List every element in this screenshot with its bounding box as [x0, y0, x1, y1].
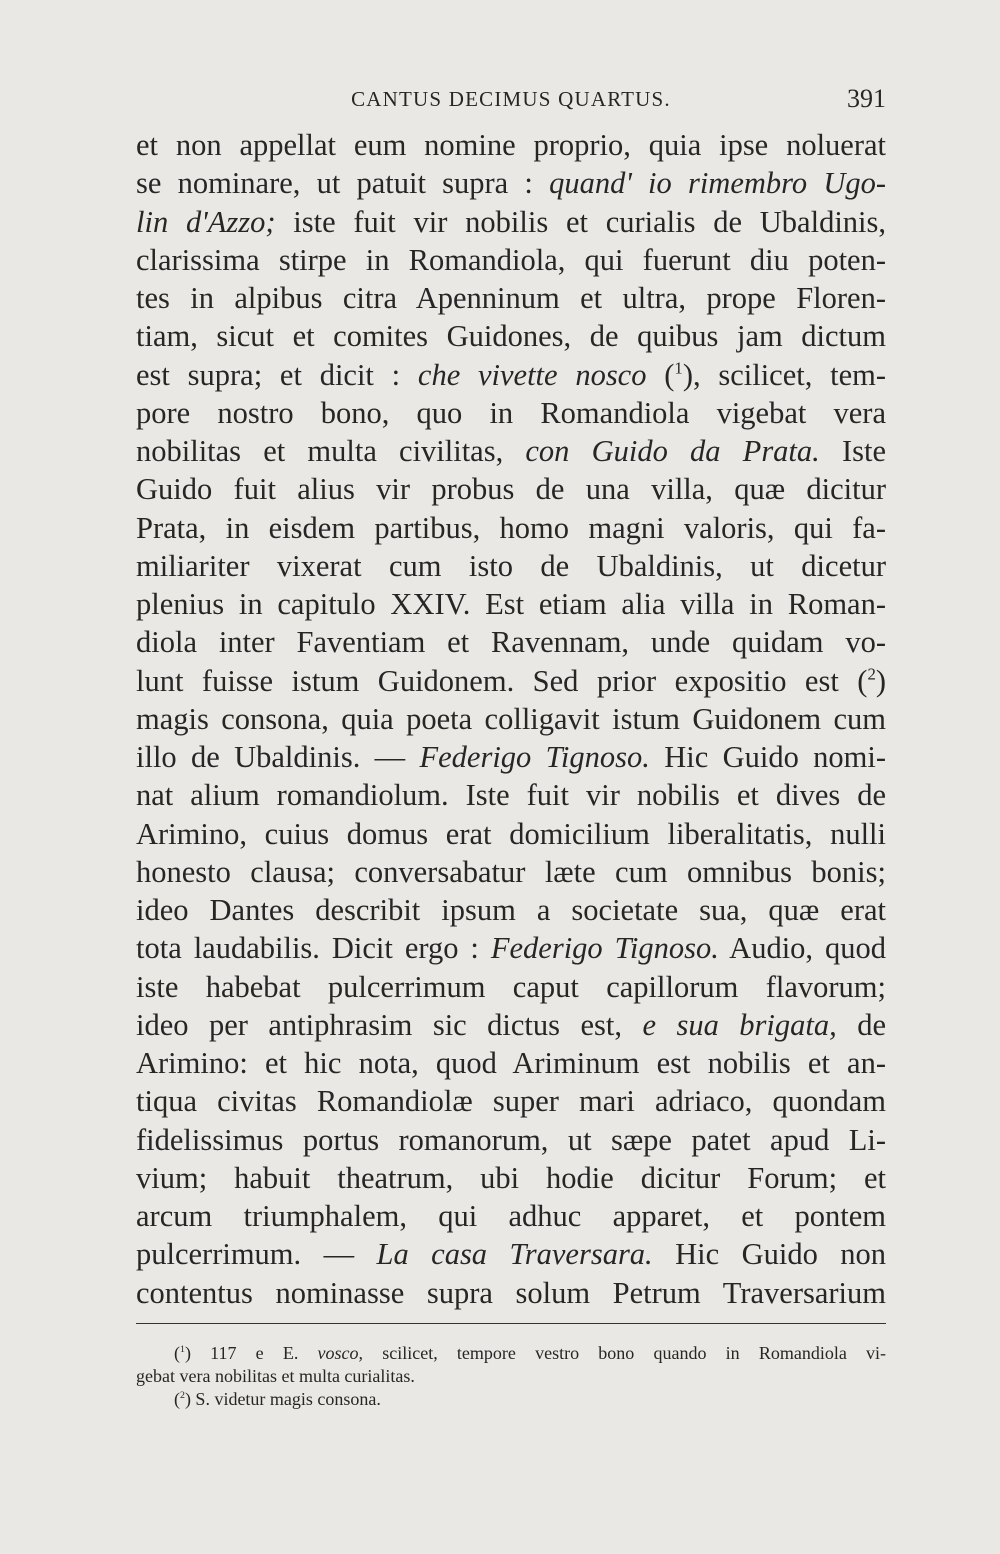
text-line	[136, 1006, 886, 1044]
footnote-marker: 1	[180, 1344, 185, 1356]
text-run: ), scilicet, tem-	[682, 357, 886, 392]
text-run: magis consona, quia poeta colligavit istum Guidonem cum	[136, 701, 886, 736]
text-run: gebat vera nobilitas et multa curialitas.	[136, 1366, 415, 1386]
text-run: contentus nominasse supra solum Petrum Traversarium	[136, 1275, 886, 1310]
text-line	[136, 356, 886, 394]
footnote-marker: 2	[180, 1390, 185, 1402]
text-line	[136, 853, 886, 891]
text-run: diola inter Faventiam et Ravennam, unde quidam vo-	[136, 625, 886, 660]
text-line	[136, 1121, 886, 1159]
text-run: (	[174, 1343, 180, 1363]
text-run: tiqua civitas Romandiolæ super mari adriaco, quondam	[136, 1084, 886, 1119]
text-line	[136, 164, 886, 202]
text-line	[136, 968, 886, 1006]
text-run: Guido fuit alius vir probus de una villa, quæ dicitur	[136, 472, 886, 507]
text-line	[136, 279, 886, 317]
text-line	[136, 317, 886, 355]
text-run: nobilitas et multa civilitas,	[136, 434, 504, 468]
text-run: Audio, quod	[729, 931, 886, 966]
text-run: et non appellat eum nomine proprio, quia ipse noluerat	[136, 128, 886, 162]
text-line	[136, 126, 886, 164]
text-run: tes in alpibus citra Apenninum et ultra, prope Floren-	[136, 281, 886, 315]
text-run: scilicet, tempore vestro bono quando in Romandiola vi-	[382, 1343, 886, 1363]
text-line	[136, 700, 886, 738]
text-run: tiam, sicut et comites Guidones, de quibus jam dictum	[136, 319, 886, 354]
running-header	[136, 84, 886, 114]
text-run: fidelissimus portus romanorum, ut sæpe patet apud Li-	[136, 1122, 886, 1157]
text-run: arcum triumphalem, qui adhuc apparet, et pontem	[136, 1199, 886, 1233]
text-line	[136, 815, 886, 853]
text-line	[136, 241, 886, 279]
text-run: illo de Ubaldinis. —	[136, 740, 406, 774]
text-run: Iste	[841, 434, 886, 468]
text-run: tota laudabilis. Dicit ergo :	[136, 931, 479, 966]
text-run: (	[174, 1389, 180, 1409]
text-line	[136, 662, 886, 700]
text-line	[136, 547, 886, 585]
text-run: )	[875, 663, 886, 698]
italic-quote: La casa Traversara.	[376, 1237, 653, 1272]
italic-quote: e sua brigata,	[642, 1007, 837, 1042]
text-run: est supra; et dicit :	[136, 357, 401, 392]
text-line	[136, 776, 886, 814]
text-line	[136, 1197, 886, 1235]
text-run: iste fuit vir nobilis et curialis de Ubaldinis,	[293, 204, 886, 239]
text-run: Arimino, cuius domus erat domicilium liberalitatis, nulli	[136, 816, 886, 851]
text-run: lunt fuisse istum Guidonem. Sed prior expositio est (	[136, 663, 868, 698]
italic-quote: lin d'Azzo;	[136, 204, 276, 239]
text-line	[136, 1044, 886, 1082]
text-line	[136, 470, 886, 508]
text-run: se nominare, ut patuit supra :	[136, 166, 533, 201]
text-line	[136, 623, 886, 661]
text-run: ideo per antiphrasim sic dictus est,	[136, 1007, 622, 1042]
text-run: miliariter vixerat cum isto de Ubaldinis, ut dicetur	[136, 548, 886, 583]
text-run: vium; habuit theatrum, ubi hodie dicitur Forum; et	[136, 1160, 886, 1195]
footnote-1-continued	[136, 1365, 886, 1388]
text-run: Prata, in eisdem partibus, homo magni valoris, qui fa-	[136, 510, 886, 545]
text-line	[136, 1159, 886, 1197]
text-line	[136, 1274, 886, 1312]
page-number: 391	[847, 84, 886, 113]
text-line	[136, 738, 886, 776]
text-run: ) 117 e E.	[184, 1343, 299, 1363]
footnote-1	[136, 1342, 886, 1365]
text-run: honesto clausa; conversabatur læte cum omnibus bonis;	[136, 854, 886, 889]
text-line	[136, 585, 886, 623]
footnotes	[136, 1342, 886, 1411]
text-run: pore nostro bono, quo in Romandiola vigebat vera	[136, 395, 886, 430]
italic-quote: Federigo Tignoso.	[419, 740, 650, 774]
text-run: clarissima stirpe in Romandiola, qui fuerunt diu poten-	[136, 242, 886, 277]
italic-quote: quand' io rimembro Ugo-	[549, 166, 886, 201]
text-run: de	[857, 1007, 886, 1042]
text-line	[136, 432, 886, 470]
text-line	[136, 1235, 886, 1273]
italic-variant: vosco,	[317, 1343, 364, 1363]
footnote-divider	[136, 1323, 886, 1324]
footnote-ref-2[interactable]: 2	[867, 663, 876, 683]
text-run: Arimino: et hic nota, quod Ariminum est nobilis et an-	[136, 1046, 886, 1080]
text-line	[136, 394, 886, 432]
text-run: (	[664, 357, 675, 392]
italic-quote: Federigo Tignoso.	[490, 931, 719, 966]
text-run: iste habebat pulcerrimum caput capillorum flavorum;	[136, 969, 886, 1004]
running-title: CANTUS DECIMUS QUARTUS.	[351, 87, 671, 111]
text-run: pulcerrimum. —	[136, 1237, 355, 1272]
text-line	[136, 929, 886, 967]
text-run: Hic Guido non	[675, 1237, 886, 1272]
italic-quote: con Guido da Prata.	[525, 434, 820, 468]
text-run: ) S. videtur magis consona.	[184, 1389, 381, 1409]
text-run: ideo Dantes describit ipsum a societate sua, quæ erat	[136, 893, 886, 927]
text-run: Hic Guido nomi-	[664, 740, 886, 774]
text-line	[136, 891, 886, 929]
body-text	[136, 126, 886, 1312]
text-run: plenius in capitulo XXIV. Est etiam alia villa in Roman-	[136, 587, 886, 621]
text-run: nat alium romandiolum. Iste fuit vir nobilis et dives de	[136, 778, 886, 813]
footnote-2	[136, 1388, 886, 1411]
italic-quote: che vivette nosco	[417, 357, 647, 392]
text-line	[136, 1082, 886, 1120]
footnote-ref-1[interactable]: 1	[674, 357, 683, 377]
text-line	[136, 203, 886, 241]
text-line	[136, 509, 886, 547]
